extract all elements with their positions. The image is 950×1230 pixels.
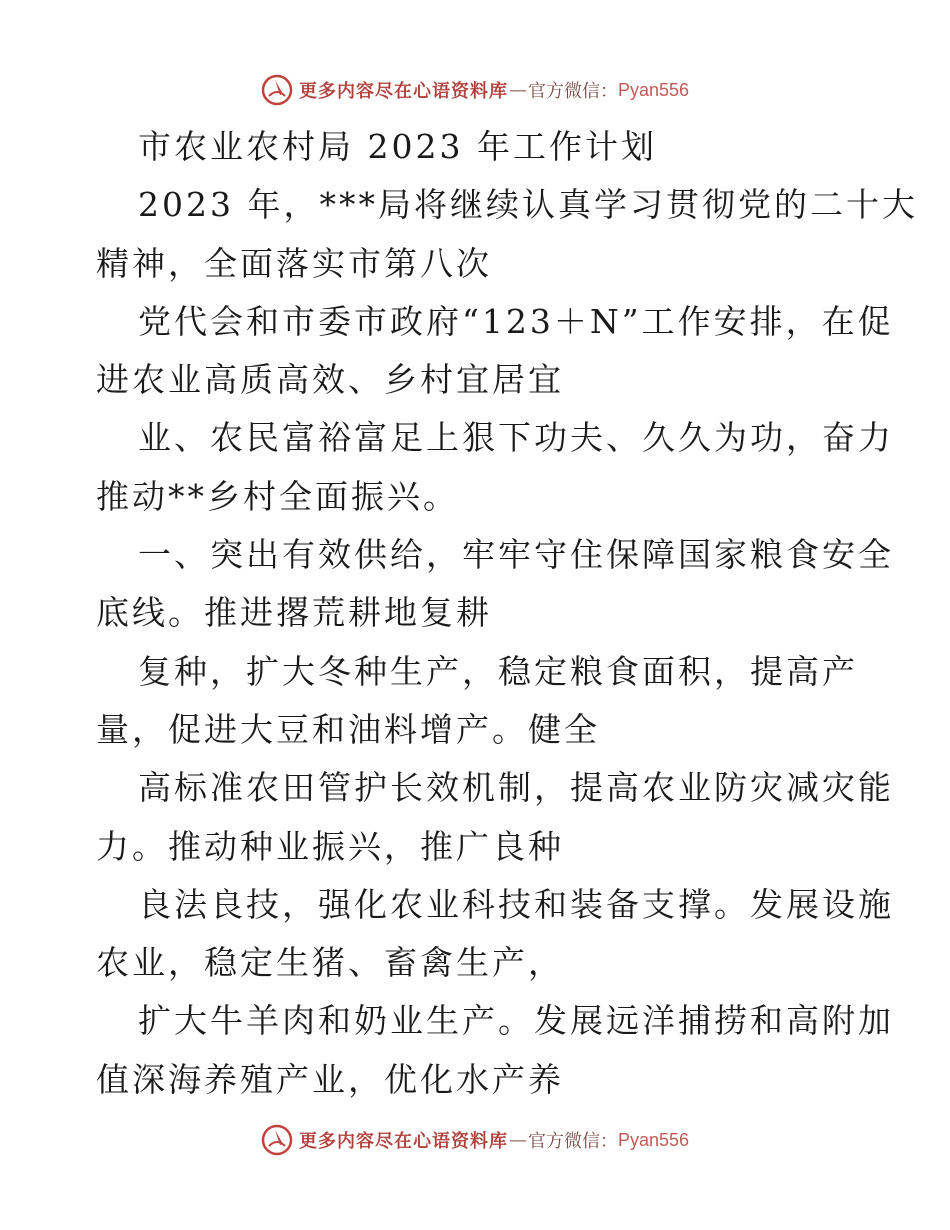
watermark-contact: 官方微信： xyxy=(527,1131,618,1152)
text-line: 良法良技，强化农业科技和装备支撑。发展设施 xyxy=(138,884,894,924)
text-line: 2023 年，***局将继续认真学习贯彻党的二十大 xyxy=(138,185,918,225)
book-pen-logo-icon xyxy=(261,1124,293,1156)
watermark-text: 更多内容尽在心语资料库 xyxy=(298,81,508,102)
text-line: 量，促进大豆和油料增产。健全 xyxy=(96,709,600,749)
text-line: 党代会和市委市政府“123＋N”工作安排，在促 xyxy=(138,301,894,341)
watermark-dash: — xyxy=(508,1129,527,1151)
document-body xyxy=(96,118,918,1109)
watermark-dash: — xyxy=(508,79,527,101)
text-line: 精神，全面落实市第八次 xyxy=(96,243,492,283)
text-line: 值深海养殖产业，优化水产养 xyxy=(96,1059,564,1099)
text-line: 力。推动种业振兴，推广良种 xyxy=(96,826,564,866)
text-line: 扩大牛羊肉和奶业生产。发展远洋捕捞和高附加 xyxy=(138,1001,894,1041)
text-line: 底线。推进撂荒耕地复耕 xyxy=(96,593,492,633)
text-line: 一、突出有效供给，牢牢守住保障国家粮食安全 xyxy=(138,535,894,575)
book-pen-logo-icon xyxy=(261,74,293,106)
watermark-id: Pyan556 xyxy=(617,1129,690,1150)
watermark-contact: 官方微信： xyxy=(527,81,618,102)
watermark-text: 更多内容尽在心语资料库 xyxy=(298,1131,508,1152)
text-line: 农业，稳定生猪、畜禽生产， xyxy=(96,943,564,983)
document-title: 市农业农村局 2023 年工作计划 xyxy=(138,127,657,166)
header-watermark xyxy=(0,70,950,110)
text-line: 高标准农田管护长效机制，提高农业防灾减灾能 xyxy=(138,768,894,808)
text-line: 进农业高质高效、乡村宜居宜 xyxy=(96,360,564,400)
footer-watermark xyxy=(0,1120,950,1160)
text-line: 业、农民富裕富足上狠下功夫、久久为功，奋力 xyxy=(138,418,894,458)
text-line: 推动**乡村全面振兴。 xyxy=(96,476,459,516)
watermark-id: Pyan556 xyxy=(617,79,690,100)
text-line: 复种，扩大冬种生产，稳定粮食面积，提高产 xyxy=(138,651,858,691)
